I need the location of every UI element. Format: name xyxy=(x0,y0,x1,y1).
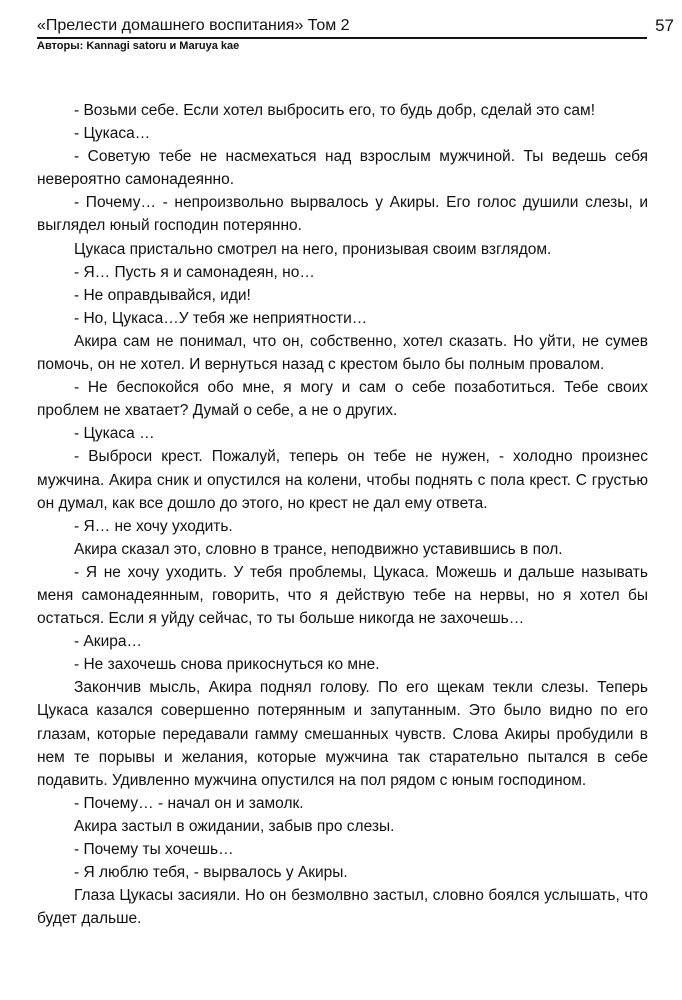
paragraph: Акира сам не понимал, что он, собственно, хотел сказать. Но уйти, не сумев помочь, он не хотел. И вернуться назад с крестом было бы полным провалом. xyxy=(37,332,648,374)
paragraph: - Я не хочу уходить. У тебя проблемы, Цукаса. Можешь и дальше называть меня самонадеянным, говорить, что я действую тебе на нервы, но я хотел бы остаться. Если я уйду сейчас, то ты больше никогда не захочешь… xyxy=(37,563,648,628)
paragraph: - Возьми себе. Если хотел выбросить его, то будь добр, сделай это сам! xyxy=(74,102,596,119)
page-number: 57 xyxy=(655,16,674,35)
paragraph: - Не захочешь снова прикоснуться ко мне. xyxy=(74,656,380,674)
paragraph: Закончив мысль, Акира поднял голову. По его щекам текли слезы. Теперь Цукаса казался совершенно потерянным и запутанным. Это было видно по его глазам, которые передавали гамму смешанных чувств. Слова Акиры пробудили в нем те порывы и желания, которые мужчина так старательно пытался в себе подавить. Удивленно мужчина опустился на пол рядом с юным господином. xyxy=(37,679,648,789)
body-text xyxy=(37,99,648,930)
paragraph: - Цукаса… xyxy=(74,125,151,143)
paragraph: Цукаса пристально смотрел на него, пронизывая своим взглядом. xyxy=(74,240,552,258)
paragraph: - Я… Пусть я и самонадеян, но… xyxy=(74,263,315,281)
paragraph: - Выброси крест. Пожалуй, теперь он тебе не нужен, - холодно произнес мужчина. Акира сник и опустился на колени, чтобы поднять с пола крест. С грустью он думал, как все дошло до этого, но крест не дал ему ответа. xyxy=(37,448,648,512)
paragraph: - Почему… - непроизвольно вырвалось у Акиры. Его голос душили слезы, и выглядел юный господин потерянно. xyxy=(37,194,648,235)
paragraph: - Я люблю тебя, - вырвалось у Акиры. xyxy=(74,864,348,882)
book-title: «Прелести домашнего воспитания» Том 2 xyxy=(37,17,350,34)
paragraph: - Акира… xyxy=(74,633,142,651)
paragraph: - Не оправдывайся, иди! xyxy=(74,286,251,304)
paragraph: - Почему ты хочешь… xyxy=(74,841,234,858)
page-header xyxy=(37,17,647,59)
paragraph: Глаза Цукасы засияли. Но он безмолвно застыл, словно боялся услышать, что будет дальше. xyxy=(37,887,648,928)
header-rule xyxy=(37,37,647,39)
paragraph: - Советую тебе не насмехаться над взрослым мужчиной. Ты ведешь себя невероятно самонадеянно. xyxy=(37,148,648,189)
paragraph: - Почему… - начал он и замолк. xyxy=(74,794,304,812)
paragraph: - Не беспокойся обо мне, я могу и сам о себе позаботиться. Тебе своих проблем не хватает? Думай о себе, а не о других. xyxy=(37,379,648,420)
paragraph: - Цукаса … xyxy=(74,425,155,443)
paragraph: Акира застыл в ожидании, забыв про слезы. xyxy=(74,817,395,835)
paragraph: - Я… не хочу уходить. xyxy=(74,517,233,535)
paragraph: Акира сказал это, словно в трансе, неподвижно уставившись в пол. xyxy=(74,540,563,558)
paragraph: - Но, Цукаса…У тебя же неприятности… xyxy=(74,309,368,327)
authors-line: Авторы: Kannagi satoru и Maruya kae xyxy=(37,40,240,52)
